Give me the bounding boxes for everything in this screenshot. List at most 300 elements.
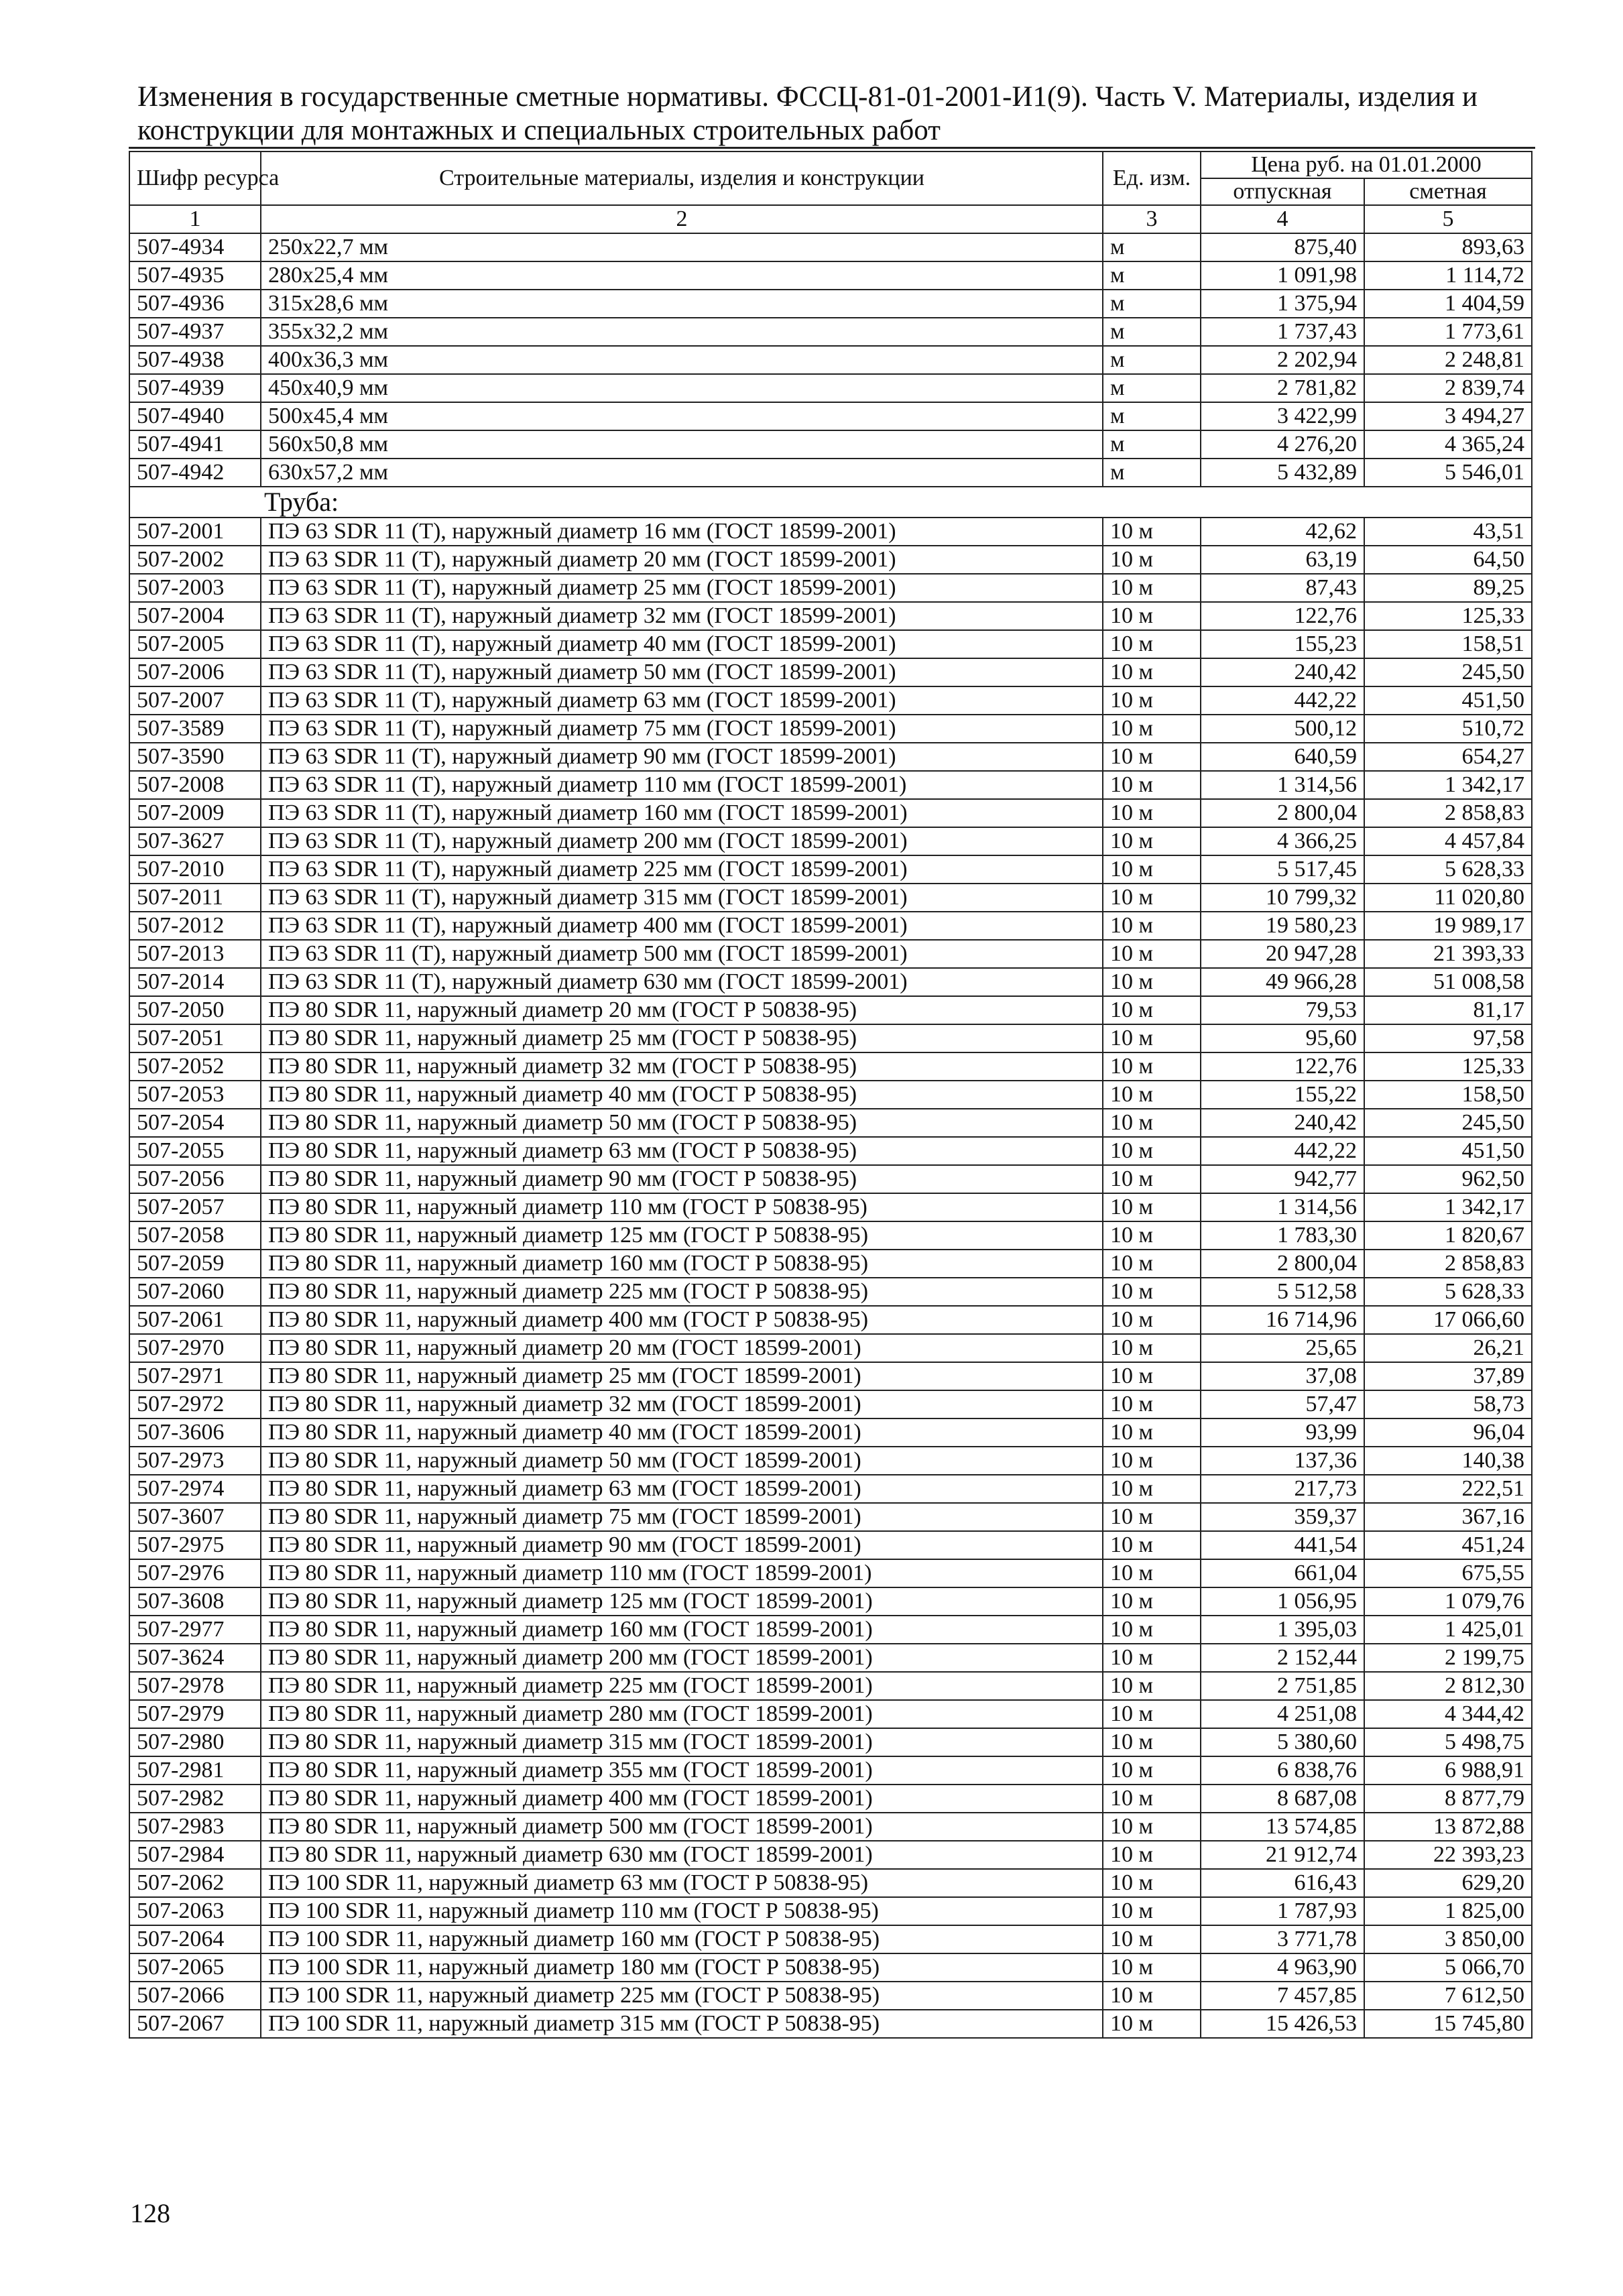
table-row bbox=[129, 1475, 1532, 1503]
cell-code: 507-2978 bbox=[129, 1672, 261, 1700]
table-row bbox=[129, 1024, 1532, 1052]
cell-release: 942,77 bbox=[1201, 1165, 1364, 1193]
column-number: 4 bbox=[1201, 205, 1364, 233]
cell-estimate: 58,73 bbox=[1364, 1390, 1532, 1418]
cell-name: 630х57,2 мм bbox=[261, 459, 1103, 487]
cell-unit: 10 м bbox=[1103, 1559, 1201, 1587]
cell-release: 20 947,28 bbox=[1201, 940, 1364, 968]
table-row bbox=[129, 1672, 1532, 1700]
table-row bbox=[129, 1052, 1532, 1081]
cell-estimate: 1 825,00 bbox=[1364, 1897, 1532, 1925]
cell-unit: 10 м bbox=[1103, 546, 1201, 574]
cell-release: 240,42 bbox=[1201, 1109, 1364, 1137]
table-row bbox=[129, 630, 1532, 658]
cell-name: 250х22,7 мм bbox=[261, 233, 1103, 261]
cell-unit: 10 м bbox=[1103, 940, 1201, 968]
cell-code: 507-2977 bbox=[129, 1616, 261, 1644]
cell-estimate: 7 612,50 bbox=[1364, 1982, 1532, 2010]
cell-unit: 10 м bbox=[1103, 1531, 1201, 1559]
cell-unit: 10 м bbox=[1103, 1841, 1201, 1869]
cell-unit: 10 м bbox=[1103, 1334, 1201, 1362]
cell-name: ПЭ 80 SDR 11, наружный диаметр 400 мм (ГОСТ Р 50838-95) bbox=[261, 1306, 1103, 1334]
cell-estimate: 962,50 bbox=[1364, 1165, 1532, 1193]
cell-unit: м bbox=[1103, 318, 1201, 346]
cell-unit: 10 м bbox=[1103, 855, 1201, 884]
cell-name: ПЭ 80 SDR 11, наружный диаметр 40 мм (ГОСТ Р 50838-95) bbox=[261, 1081, 1103, 1109]
cell-name: ПЭ 80 SDR 11, наружный диаметр 32 мм (ГОСТ Р 50838-95) bbox=[261, 1052, 1103, 1081]
cell-name: ПЭ 80 SDR 11, наружный диаметр 90 мм (ГОСТ 18599-2001) bbox=[261, 1531, 1103, 1559]
header-unit: Ед. изм. bbox=[1103, 152, 1201, 205]
cell-estimate: 2 199,75 bbox=[1364, 1644, 1532, 1672]
cell-release: 500,12 bbox=[1201, 715, 1364, 743]
table-row bbox=[129, 290, 1532, 318]
cell-name: ПЭ 80 SDR 11, наружный диаметр 125 мм (ГОСТ Р 50838-95) bbox=[261, 1221, 1103, 1250]
table-row bbox=[129, 1503, 1532, 1531]
cell-release: 1 314,56 bbox=[1201, 1193, 1364, 1221]
cell-unit: 10 м bbox=[1103, 1616, 1201, 1644]
cell-unit: м bbox=[1103, 346, 1201, 374]
cell-unit: 10 м bbox=[1103, 827, 1201, 855]
cell-unit: 10 м bbox=[1103, 1475, 1201, 1503]
cell-estimate: 140,38 bbox=[1364, 1447, 1532, 1475]
cell-unit: 10 м bbox=[1103, 1953, 1201, 1982]
cell-name: ПЭ 63 SDR 11 (Т), наружный диаметр 400 мм (ГОСТ 18599-2001) bbox=[261, 912, 1103, 940]
column-number: 2 bbox=[261, 205, 1103, 233]
table-row bbox=[129, 2010, 1532, 2038]
cell-name: ПЭ 80 SDR 11, наружный диаметр 630 мм (ГОСТ 18599-2001) bbox=[261, 1841, 1103, 1869]
table-row bbox=[129, 261, 1532, 290]
cell-unit: 10 м bbox=[1103, 1785, 1201, 1813]
cell-estimate: 158,50 bbox=[1364, 1081, 1532, 1109]
cell-estimate: 21 393,33 bbox=[1364, 940, 1532, 968]
cell-release: 616,43 bbox=[1201, 1869, 1364, 1897]
table-row bbox=[129, 1813, 1532, 1841]
cell-code: 507-4941 bbox=[129, 430, 261, 459]
cell-code: 507-4940 bbox=[129, 402, 261, 430]
cell-estimate: 510,72 bbox=[1364, 715, 1532, 743]
cell-code: 507-2058 bbox=[129, 1221, 261, 1250]
cell-release: 37,08 bbox=[1201, 1362, 1364, 1390]
table-row bbox=[129, 1250, 1532, 1278]
cell-release: 217,73 bbox=[1201, 1475, 1364, 1503]
cell-unit: 10 м bbox=[1103, 602, 1201, 630]
cell-name: ПЭ 80 SDR 11, наружный диаметр 20 мм (ГОСТ 18599-2001) bbox=[261, 1334, 1103, 1362]
cell-code: 507-2064 bbox=[129, 1925, 261, 1953]
column-number-row bbox=[129, 205, 1532, 233]
cell-estimate: 1 404,59 bbox=[1364, 290, 1532, 318]
cell-unit: 10 м bbox=[1103, 743, 1201, 771]
table-row bbox=[129, 402, 1532, 430]
cell-unit: 10 м bbox=[1103, 1165, 1201, 1193]
cell-name: ПЭ 63 SDR 11 (Т), наружный диаметр 32 мм (ГОСТ 18599-2001) bbox=[261, 602, 1103, 630]
cell-code: 507-2065 bbox=[129, 1953, 261, 1982]
cell-estimate: 1 342,17 bbox=[1364, 1193, 1532, 1221]
cell-unit: 10 м bbox=[1103, 1644, 1201, 1672]
cell-estimate: 1 773,61 bbox=[1364, 318, 1532, 346]
cell-name: ПЭ 63 SDR 11 (Т), наружный диаметр 75 мм (ГОСТ 18599-2001) bbox=[261, 715, 1103, 743]
cell-code: 507-2055 bbox=[129, 1137, 261, 1165]
cell-code: 507-2002 bbox=[129, 546, 261, 574]
cell-code: 507-2052 bbox=[129, 1052, 261, 1081]
cell-code: 507-2059 bbox=[129, 1250, 261, 1278]
cell-code: 507-2011 bbox=[129, 884, 261, 912]
table-row bbox=[129, 1756, 1532, 1785]
cell-code: 507-2982 bbox=[129, 1785, 261, 1813]
cell-unit: 10 м bbox=[1103, 968, 1201, 996]
cell-name: ПЭ 80 SDR 11, наружный диаметр 125 мм (ГОСТ 18599-2001) bbox=[261, 1587, 1103, 1616]
cell-name: ПЭ 80 SDR 11, наружный диаметр 110 мм (ГОСТ Р 50838-95) bbox=[261, 1193, 1103, 1221]
cell-unit: 10 м bbox=[1103, 996, 1201, 1024]
table-row bbox=[129, 1616, 1532, 1644]
cell-code: 507-2003 bbox=[129, 574, 261, 602]
header-code: Шифр ресурса bbox=[129, 152, 261, 205]
cell-code: 507-2976 bbox=[129, 1559, 261, 1587]
table-row bbox=[129, 1925, 1532, 1953]
table-group bbox=[129, 487, 1532, 518]
cell-code: 507-2014 bbox=[129, 968, 261, 996]
cell-estimate: 6 988,91 bbox=[1364, 1756, 1532, 1785]
cell-release: 93,99 bbox=[1201, 1418, 1364, 1447]
table-row bbox=[129, 715, 1532, 743]
cell-code: 507-2050 bbox=[129, 996, 261, 1024]
table-body-main bbox=[129, 518, 1532, 2038]
cell-code: 507-2060 bbox=[129, 1278, 261, 1306]
cell-name: ПЭ 100 SDR 11, наружный диаметр 315 мм (ГОСТ Р 50838-95) bbox=[261, 2010, 1103, 2038]
cell-unit: 10 м bbox=[1103, 518, 1201, 546]
cell-code: 507-2054 bbox=[129, 1109, 261, 1137]
cell-release: 25,65 bbox=[1201, 1334, 1364, 1362]
cell-code: 507-2005 bbox=[129, 630, 261, 658]
table-row bbox=[129, 996, 1532, 1024]
cell-release: 2 800,04 bbox=[1201, 1250, 1364, 1278]
cell-unit: 10 м bbox=[1103, 1109, 1201, 1137]
table-row bbox=[129, 968, 1532, 996]
cell-estimate: 675,55 bbox=[1364, 1559, 1532, 1587]
cell-estimate: 97,58 bbox=[1364, 1024, 1532, 1052]
table-row bbox=[129, 459, 1532, 487]
cell-unit: 10 м bbox=[1103, 630, 1201, 658]
cell-unit: 10 м bbox=[1103, 686, 1201, 715]
table-row bbox=[129, 1897, 1532, 1925]
table-row bbox=[129, 771, 1532, 799]
cell-estimate: 245,50 bbox=[1364, 1109, 1532, 1137]
cell-name: ПЭ 63 SDR 11 (Т), наружный диаметр 40 мм (ГОСТ 18599-2001) bbox=[261, 630, 1103, 658]
table-row bbox=[129, 1531, 1532, 1559]
cell-estimate: 1 425,01 bbox=[1364, 1616, 1532, 1644]
cell-unit: 10 м bbox=[1103, 1193, 1201, 1221]
cell-release: 42,62 bbox=[1201, 518, 1364, 546]
cell-code: 507-2004 bbox=[129, 602, 261, 630]
cell-name: ПЭ 63 SDR 11 (Т), наружный диаметр 630 мм (ГОСТ 18599-2001) bbox=[261, 968, 1103, 996]
table-row bbox=[129, 1221, 1532, 1250]
cell-code: 507-3589 bbox=[129, 715, 261, 743]
table-row bbox=[129, 233, 1532, 261]
cell-release: 2 781,82 bbox=[1201, 374, 1364, 402]
cell-release: 16 714,96 bbox=[1201, 1306, 1364, 1334]
cell-release: 122,76 bbox=[1201, 1052, 1364, 1081]
cell-release: 95,60 bbox=[1201, 1024, 1364, 1052]
table-row bbox=[129, 1869, 1532, 1897]
cell-estimate: 81,17 bbox=[1364, 996, 1532, 1024]
cell-code: 507-3607 bbox=[129, 1503, 261, 1531]
cell-name: ПЭ 80 SDR 11, наружный диаметр 63 мм (ГОСТ Р 50838-95) bbox=[261, 1137, 1103, 1165]
table-row bbox=[129, 546, 1532, 574]
cell-release: 4 963,90 bbox=[1201, 1953, 1364, 1982]
cell-unit: 10 м bbox=[1103, 884, 1201, 912]
cell-code: 507-4939 bbox=[129, 374, 261, 402]
cell-release: 1 375,94 bbox=[1201, 290, 1364, 318]
table-row bbox=[129, 1193, 1532, 1221]
table-row bbox=[129, 1390, 1532, 1418]
cell-code: 507-2010 bbox=[129, 855, 261, 884]
cell-unit: м bbox=[1103, 459, 1201, 487]
cell-name: ПЭ 63 SDR 11 (Т), наружный диаметр 25 мм (ГОСТ 18599-2001) bbox=[261, 574, 1103, 602]
table-header bbox=[129, 152, 1532, 233]
cell-name: ПЭ 80 SDR 11, наружный диаметр 355 мм (ГОСТ 18599-2001) bbox=[261, 1756, 1103, 1785]
cell-release: 2 800,04 bbox=[1201, 799, 1364, 827]
cell-code: 507-3627 bbox=[129, 827, 261, 855]
table-row bbox=[129, 1559, 1532, 1587]
cell-release: 4 251,08 bbox=[1201, 1700, 1364, 1728]
cell-name: ПЭ 80 SDR 11, наружный диаметр 40 мм (ГОСТ 18599-2001) bbox=[261, 1418, 1103, 1447]
cell-release: 4 276,20 bbox=[1201, 430, 1364, 459]
cell-estimate: 4 457,84 bbox=[1364, 827, 1532, 855]
cell-estimate: 17 066,60 bbox=[1364, 1306, 1532, 1334]
cell-unit: 10 м bbox=[1103, 574, 1201, 602]
cell-unit: 10 м bbox=[1103, 1503, 1201, 1531]
cell-release: 57,47 bbox=[1201, 1390, 1364, 1418]
cell-estimate: 245,50 bbox=[1364, 658, 1532, 686]
header-release-price: отпускная bbox=[1201, 178, 1364, 205]
cell-release: 442,22 bbox=[1201, 1137, 1364, 1165]
cell-estimate: 2 858,83 bbox=[1364, 1250, 1532, 1278]
cell-unit: м bbox=[1103, 430, 1201, 459]
column-number: 1 bbox=[129, 205, 261, 233]
cell-unit: 10 м bbox=[1103, 1362, 1201, 1390]
cell-estimate: 654,27 bbox=[1364, 743, 1532, 771]
cell-release: 49 966,28 bbox=[1201, 968, 1364, 996]
cell-code: 507-2066 bbox=[129, 1982, 261, 2010]
cell-name: ПЭ 80 SDR 11, наружный диаметр 25 мм (ГОСТ Р 50838-95) bbox=[261, 1024, 1103, 1052]
cell-name: ПЭ 100 SDR 11, наружный диаметр 160 мм (ГОСТ Р 50838-95) bbox=[261, 1925, 1103, 1953]
cell-release: 1 783,30 bbox=[1201, 1221, 1364, 1250]
table-row bbox=[129, 1278, 1532, 1306]
cell-estimate: 451,50 bbox=[1364, 686, 1532, 715]
cell-release: 2 152,44 bbox=[1201, 1644, 1364, 1672]
cell-name: ПЭ 80 SDR 11, наружный диаметр 75 мм (ГОСТ 18599-2001) bbox=[261, 1503, 1103, 1531]
cell-code: 507-2062 bbox=[129, 1869, 261, 1897]
cell-code: 507-4936 bbox=[129, 290, 261, 318]
header-name: Строительные материалы, изделия и конструкции bbox=[261, 152, 1103, 205]
table-row bbox=[129, 1334, 1532, 1362]
cell-unit: 10 м bbox=[1103, 1390, 1201, 1418]
cell-name: ПЭ 80 SDR 11, наружный диаметр 20 мм (ГОСТ Р 50838-95) bbox=[261, 996, 1103, 1024]
cell-release: 442,22 bbox=[1201, 686, 1364, 715]
column-number: 3 bbox=[1103, 205, 1201, 233]
table-row bbox=[129, 884, 1532, 912]
table-row bbox=[129, 574, 1532, 602]
cell-name: ПЭ 63 SDR 11 (Т), наружный диаметр 50 мм (ГОСТ 18599-2001) bbox=[261, 658, 1103, 686]
cell-release: 1 091,98 bbox=[1201, 261, 1364, 290]
cell-estimate: 893,63 bbox=[1364, 233, 1532, 261]
column-number: 5 bbox=[1364, 205, 1532, 233]
cell-code: 507-2980 bbox=[129, 1728, 261, 1756]
cell-name: ПЭ 63 SDR 11 (Т), наружный диаметр 16 мм (ГОСТ 18599-2001) bbox=[261, 518, 1103, 546]
cell-unit: м bbox=[1103, 290, 1201, 318]
cell-code: 507-2983 bbox=[129, 1813, 261, 1841]
cell-code: 507-2013 bbox=[129, 940, 261, 968]
cell-code: 507-2984 bbox=[129, 1841, 261, 1869]
cell-unit: 10 м bbox=[1103, 1700, 1201, 1728]
cell-estimate: 2 812,30 bbox=[1364, 1672, 1532, 1700]
cell-estimate: 2 839,74 bbox=[1364, 374, 1532, 402]
cell-unit: 10 м bbox=[1103, 1447, 1201, 1475]
cell-unit: 10 м bbox=[1103, 1137, 1201, 1165]
cell-release: 13 574,85 bbox=[1201, 1813, 1364, 1841]
cell-code: 507-2063 bbox=[129, 1897, 261, 1925]
cell-estimate: 37,89 bbox=[1364, 1362, 1532, 1390]
cell-unit: 10 м bbox=[1103, 1250, 1201, 1278]
cell-name: ПЭ 100 SDR 11, наружный диаметр 225 мм (ГОСТ Р 50838-95) bbox=[261, 1982, 1103, 2010]
cell-release: 87,43 bbox=[1201, 574, 1364, 602]
cell-unit: 10 м bbox=[1103, 1756, 1201, 1785]
table-row bbox=[129, 1447, 1532, 1475]
table-row bbox=[129, 1700, 1532, 1728]
cell-unit: 10 м bbox=[1103, 1306, 1201, 1334]
table-row bbox=[129, 374, 1532, 402]
cell-name: 355х32,2 мм bbox=[261, 318, 1103, 346]
cell-code: 507-3624 bbox=[129, 1644, 261, 1672]
table-row bbox=[129, 1644, 1532, 1672]
table-row bbox=[129, 346, 1532, 374]
cell-release: 7 457,85 bbox=[1201, 1982, 1364, 2010]
cell-release: 661,04 bbox=[1201, 1559, 1364, 1587]
table-row bbox=[129, 318, 1532, 346]
cell-estimate: 367,16 bbox=[1364, 1503, 1532, 1531]
table-row bbox=[129, 1165, 1532, 1193]
cell-estimate: 451,24 bbox=[1364, 1531, 1532, 1559]
cell-unit: м bbox=[1103, 261, 1201, 290]
table-row bbox=[129, 799, 1532, 827]
cell-code: 507-2067 bbox=[129, 2010, 261, 2038]
cell-unit: м bbox=[1103, 233, 1201, 261]
table-row bbox=[129, 1982, 1532, 2010]
cell-name: ПЭ 63 SDR 11 (Т), наружный диаметр 110 мм (ГОСТ 18599-2001) bbox=[261, 771, 1103, 799]
cell-code: 507-2007 bbox=[129, 686, 261, 715]
cell-release: 6 838,76 bbox=[1201, 1756, 1364, 1785]
table-row bbox=[129, 940, 1532, 968]
cell-estimate: 5 498,75 bbox=[1364, 1728, 1532, 1756]
cell-code: 507-2009 bbox=[129, 799, 261, 827]
cell-release: 79,53 bbox=[1201, 996, 1364, 1024]
cell-estimate: 4 365,24 bbox=[1364, 430, 1532, 459]
cell-code: 507-2061 bbox=[129, 1306, 261, 1334]
cell-release: 155,22 bbox=[1201, 1081, 1364, 1109]
cell-unit: 10 м bbox=[1103, 1869, 1201, 1897]
cell-name: ПЭ 80 SDR 11, наружный диаметр 500 мм (ГОСТ 18599-2001) bbox=[261, 1813, 1103, 1841]
cell-unit: 10 м bbox=[1103, 1221, 1201, 1250]
table-row bbox=[129, 430, 1532, 459]
table-row bbox=[129, 912, 1532, 940]
cell-code: 507-3590 bbox=[129, 743, 261, 771]
cell-name: ПЭ 100 SDR 11, наружный диаметр 63 мм (ГОСТ Р 50838-95) bbox=[261, 1869, 1103, 1897]
cell-estimate: 22 393,23 bbox=[1364, 1841, 1532, 1869]
cell-unit: 10 м bbox=[1103, 771, 1201, 799]
cell-release: 1 395,03 bbox=[1201, 1616, 1364, 1644]
header-rule bbox=[129, 147, 1535, 149]
cell-unit: 10 м bbox=[1103, 1897, 1201, 1925]
cell-release: 2 202,94 bbox=[1201, 346, 1364, 374]
cell-estimate: 96,04 bbox=[1364, 1418, 1532, 1447]
table-body-top bbox=[129, 233, 1532, 487]
cell-estimate: 5 628,33 bbox=[1364, 1278, 1532, 1306]
cell-release: 5 380,60 bbox=[1201, 1728, 1364, 1756]
cell-unit: 10 м bbox=[1103, 1672, 1201, 1700]
table-row bbox=[129, 1785, 1532, 1813]
cell-unit: 10 м bbox=[1103, 1982, 1201, 2010]
cell-code: 507-2970 bbox=[129, 1334, 261, 1362]
price-table bbox=[129, 151, 1532, 2039]
cell-code: 507-2057 bbox=[129, 1193, 261, 1221]
cell-release: 5 432,89 bbox=[1201, 459, 1364, 487]
cell-code: 507-3608 bbox=[129, 1587, 261, 1616]
cell-unit: 10 м bbox=[1103, 1081, 1201, 1109]
cell-code: 507-4935 bbox=[129, 261, 261, 290]
cell-estimate: 3 850,00 bbox=[1364, 1925, 1532, 1953]
cell-estimate: 451,50 bbox=[1364, 1137, 1532, 1165]
cell-release: 15 426,53 bbox=[1201, 2010, 1364, 2038]
table-row bbox=[129, 1109, 1532, 1137]
table-row bbox=[129, 1306, 1532, 1334]
cell-release: 1 787,93 bbox=[1201, 1897, 1364, 1925]
cell-release: 3 422,99 bbox=[1201, 402, 1364, 430]
cell-name: ПЭ 80 SDR 11, наружный диаметр 400 мм (ГОСТ 18599-2001) bbox=[261, 1785, 1103, 1813]
cell-unit: 10 м bbox=[1103, 1728, 1201, 1756]
cell-code: 507-2008 bbox=[129, 771, 261, 799]
cell-name: ПЭ 63 SDR 11 (Т), наружный диаметр 63 мм (ГОСТ 18599-2001) bbox=[261, 686, 1103, 715]
cell-release: 1 056,95 bbox=[1201, 1587, 1364, 1616]
cell-release: 441,54 bbox=[1201, 1531, 1364, 1559]
cell-code: 507-2975 bbox=[129, 1531, 261, 1559]
cell-name: ПЭ 80 SDR 11, наружный диаметр 50 мм (ГОСТ 18599-2001) bbox=[261, 1447, 1103, 1475]
cell-code: 507-2056 bbox=[129, 1165, 261, 1193]
cell-release: 5 517,45 bbox=[1201, 855, 1364, 884]
cell-estimate: 51 008,58 bbox=[1364, 968, 1532, 996]
cell-unit: 10 м bbox=[1103, 1052, 1201, 1081]
cell-code: 507-2001 bbox=[129, 518, 261, 546]
table-row bbox=[129, 1137, 1532, 1165]
cell-name: ПЭ 80 SDR 11, наружный диаметр 32 мм (ГОСТ 18599-2001) bbox=[261, 1390, 1103, 1418]
cell-release: 5 512,58 bbox=[1201, 1278, 1364, 1306]
cell-name: ПЭ 80 SDR 11, наружный диаметр 63 мм (ГОСТ 18599-2001) bbox=[261, 1475, 1103, 1503]
cell-estimate: 43,51 bbox=[1364, 518, 1532, 546]
cell-name: ПЭ 63 SDR 11 (Т), наружный диаметр 500 мм (ГОСТ 18599-2001) bbox=[261, 940, 1103, 968]
cell-estimate: 1 114,72 bbox=[1364, 261, 1532, 290]
cell-code: 507-2012 bbox=[129, 912, 261, 940]
cell-release: 155,23 bbox=[1201, 630, 1364, 658]
cell-name: 400х36,3 мм bbox=[261, 346, 1103, 374]
cell-estimate: 2 858,83 bbox=[1364, 799, 1532, 827]
cell-estimate: 89,25 bbox=[1364, 574, 1532, 602]
cell-release: 2 751,85 bbox=[1201, 1672, 1364, 1700]
cell-name: ПЭ 80 SDR 11, наружный диаметр 25 мм (ГОСТ 18599-2001) bbox=[261, 1362, 1103, 1390]
cell-code: 507-2981 bbox=[129, 1756, 261, 1785]
table-row bbox=[129, 1362, 1532, 1390]
cell-name: ПЭ 63 SDR 11 (Т), наружный диаметр 315 мм (ГОСТ 18599-2001) bbox=[261, 884, 1103, 912]
cell-name: ПЭ 80 SDR 11, наружный диаметр 90 мм (ГОСТ Р 50838-95) bbox=[261, 1165, 1103, 1193]
table-row bbox=[129, 1081, 1532, 1109]
table-row bbox=[129, 1587, 1532, 1616]
